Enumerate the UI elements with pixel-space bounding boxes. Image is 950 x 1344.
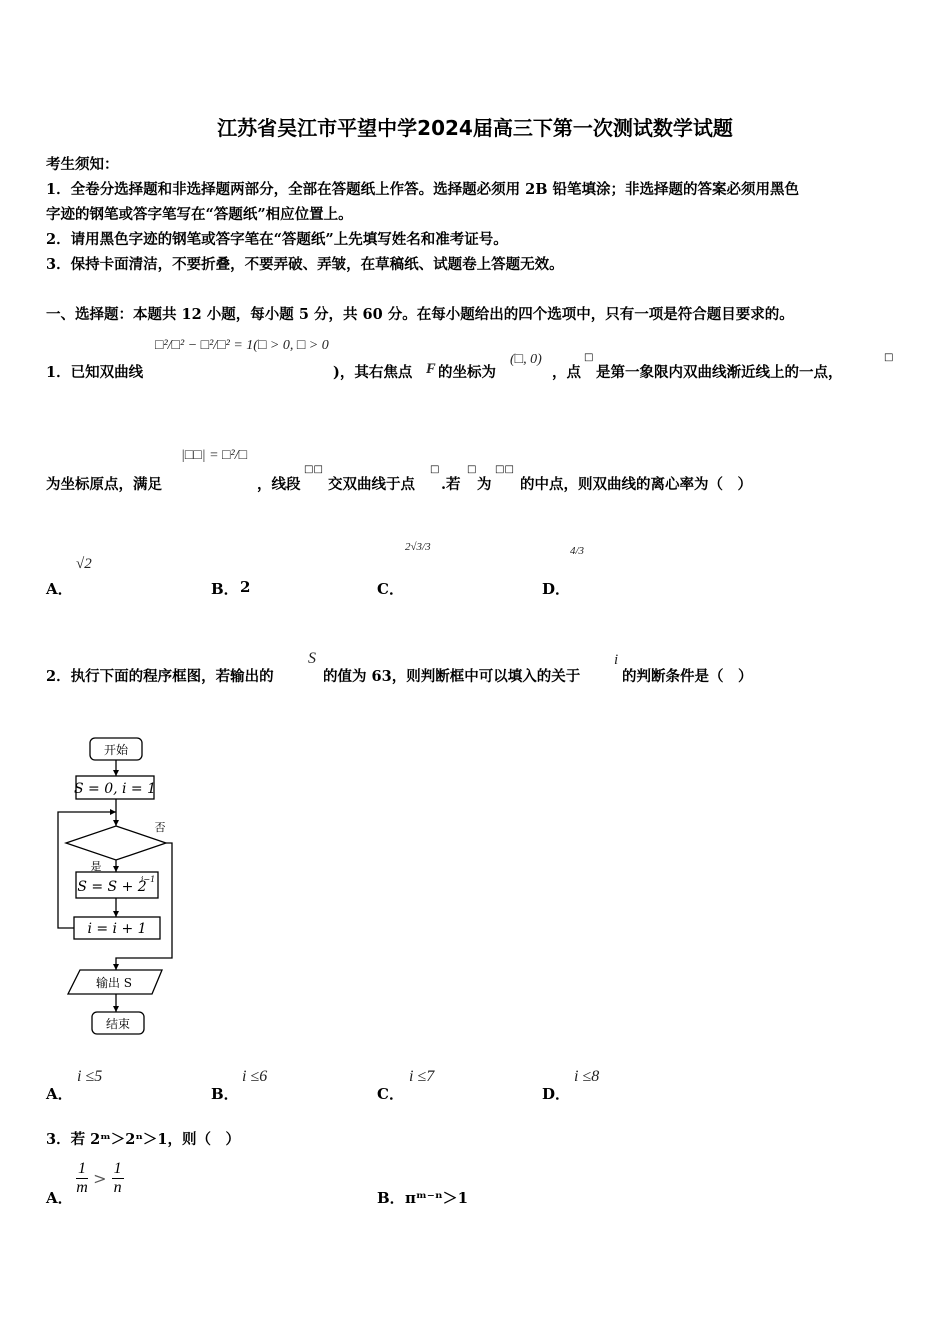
flow-decision-diamond [66,826,166,860]
q2-option-a-label[interactable]: A． [46,1085,73,1103]
flow-no-label: 否 [154,821,166,834]
q3-option-b-label[interactable]: B． [377,1189,405,1207]
flow-end-text: 结束 [105,1017,131,1031]
flowchart [50,730,190,1045]
flow-step1-exponent: i−1 [140,875,156,884]
notice-heading: 考生须知： [46,156,119,173]
q2-text-1: 2．执行下面的程序框图，若输出的 [46,668,274,685]
q2-option-d-value: i ≤8 [574,1068,600,1085]
q1-option-a-value: √2 [76,556,92,572]
q3-option-a-value [76,1160,124,1197]
q1-focus-F: F [426,361,436,377]
q1-text-6: 为坐标原点，满足 [46,476,162,493]
q1-option-d-label[interactable]: D． [542,580,571,598]
flow-output-text: 输出 S [95,976,133,990]
q1-segment-placeholder: □□ [304,464,323,475]
notice-line-3: 3．保持卡面清洁，不要折叠，不要弄破、弄皱，在草稿纸、试题卷上答题无效。 [46,256,564,273]
q1-text-10: 为 [477,476,492,493]
q1-text-8: 交双曲线于点 [328,476,415,493]
q1-text-9: .若 [441,476,461,493]
q3-option-a-label[interactable]: A． [46,1189,73,1207]
notice-line-2: 2．请用黑色字迹的钢笔或答字笔在“答题纸”上先填写姓名和准考证号。 [46,231,508,248]
q2-option-b-label[interactable]: B． [211,1085,239,1103]
q2-var-i: i [614,652,619,668]
q1-text-4: ，点 [552,364,581,381]
q1-option-a-label[interactable]: A． [46,580,73,598]
notice-line-1a: 1．全卷分选择题和非选择题两部分，全部在答题纸上作答。选择题必须用 2B 铅笔填涂；非选择题的答案必须用黑色 [46,181,800,198]
q2-var-S: S [308,650,316,667]
q3-a-gt: > [93,1169,107,1188]
flow-init-text: S = 0, i = 1 [73,781,157,797]
q1-point-placeholder: □ [584,352,594,363]
q1-text-3: 的坐标为 [438,364,496,381]
q1-hyperbola-equation: □²/□² − □²/□² = 1(□ > 0, □ > 0 [155,338,329,353]
flow-step1-text: S = S + 2 [77,879,147,895]
q3-a-den1: m [76,1179,88,1196]
q1-option-d-value: 4/3 [570,545,585,557]
q3-a-den2: n [113,1179,122,1196]
q1-text-11: 的中点，则双曲线的离心率为（ ） [520,476,752,493]
q1-focus-coord: (□, 0) [510,352,542,367]
q1-text-1: 1．已知双曲线 [46,364,144,381]
q2-option-c-label[interactable]: C． [377,1085,404,1103]
q1-text-5: 是第一象限内双曲线渐近线上的一点， [596,364,843,381]
q1-point-n-placeholder: □ [467,464,477,475]
q2-text-3: 的判断条件是（ ） [622,668,753,685]
q1-option-b-value: 2 [240,578,251,596]
q2-option-d-label[interactable]: D． [542,1085,571,1103]
q1-option-c-label[interactable]: C． [377,580,404,598]
flow-yes-label: 是 [90,860,102,873]
q2-option-c-value: i ≤7 [409,1068,435,1085]
q3-stem: 3．若 2ᵐ＞2ⁿ＞1，则（ ） [46,1131,240,1148]
q1-option-b-label[interactable]: B． [211,580,239,598]
flow-step2-text: i = i + 1 [87,921,147,937]
q1-text-7: ，线段 [257,476,301,493]
q3-a-num1: 1 [78,1160,86,1177]
q1-origin-placeholder: □ [884,352,894,363]
q1-option-c-value: 2√3/3 [405,541,431,553]
q2-option-b-value: i ≤6 [242,1068,268,1085]
section-heading: 一、选择题：本题共 12 小题，每小题 5 分，共 60 分。在每小题给出的四个选项中，只有一项是符合题目要求的。 [46,306,794,323]
q1-condition-equation: |□□| = □²/□ [181,448,248,463]
flow-start-text: 开始 [103,743,129,757]
q2-option-a-value: i ≤5 [77,1068,103,1085]
q1-point-m-placeholder: □ [430,464,440,475]
q3-a-num2: 1 [113,1160,122,1177]
q1-text-2: )，其右焦点 [333,364,413,381]
notice-line-1b: 字迹的钢笔或答字笔写在“答题纸”相应位置上。 [46,206,353,223]
q2-text-2: 的值为 63，则判断框中可以填入的关于 [323,668,581,685]
q3-option-b-value: πᵐ⁻ⁿ＞1 [405,1189,469,1207]
page-title: 江苏省吴江市平望中学2024届高三下第一次测试数学试题 [217,116,733,140]
q1-segment2-placeholder: □□ [495,464,514,475]
